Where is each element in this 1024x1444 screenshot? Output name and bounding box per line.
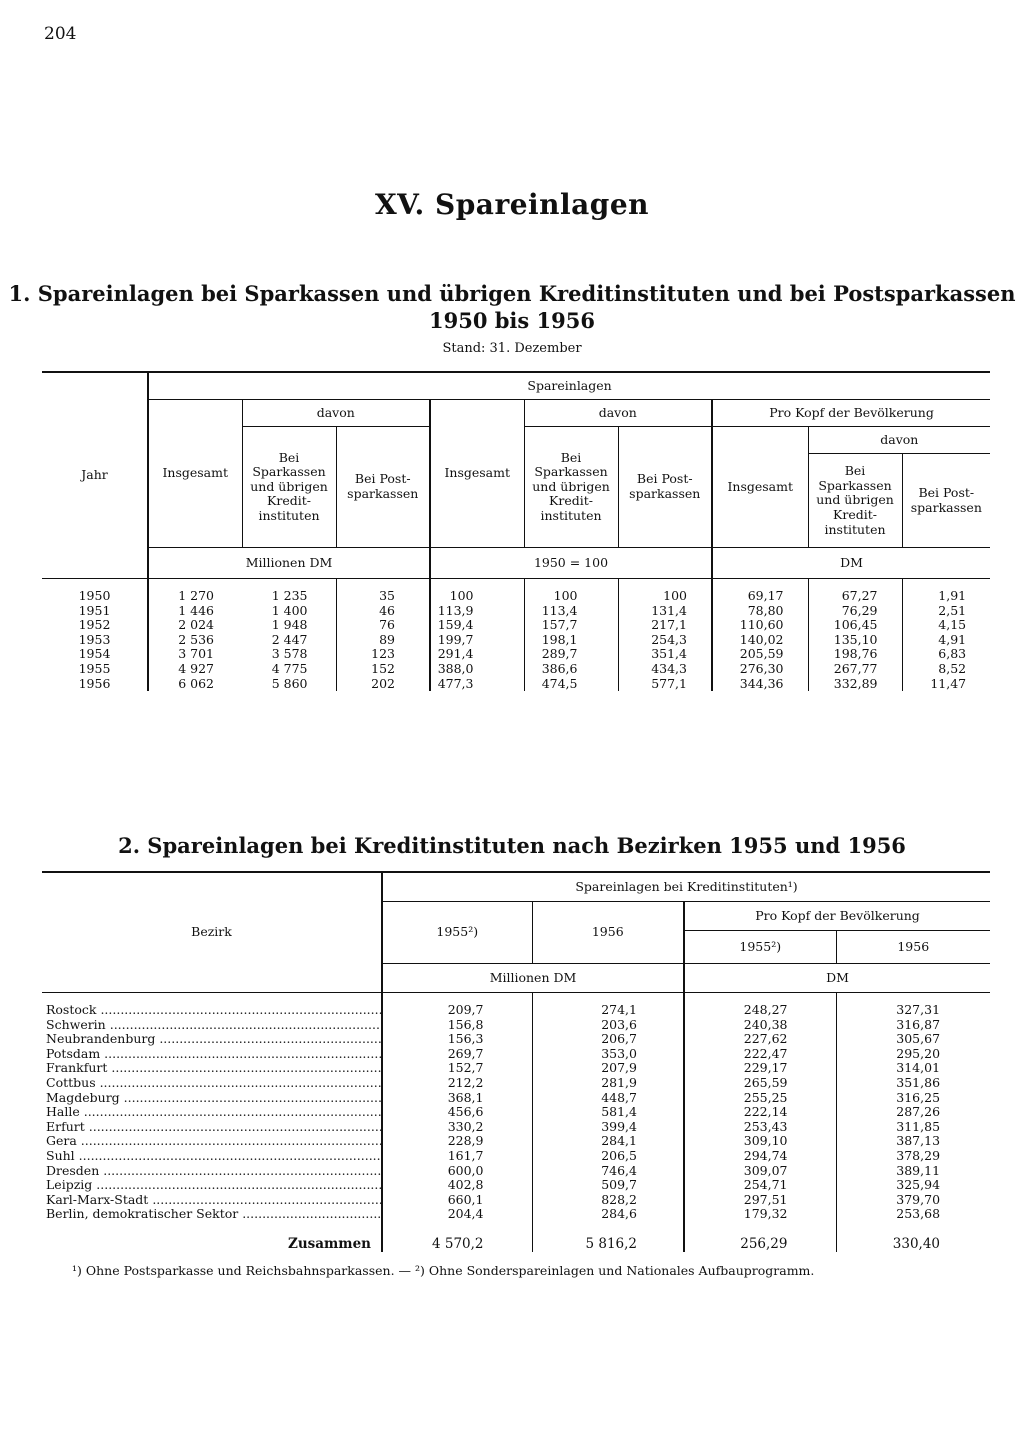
value-cell: 828,2 bbox=[532, 1193, 684, 1208]
value-cell: 265,59 bbox=[684, 1076, 836, 1091]
bezirk-name bbox=[42, 1091, 382, 1106]
value-cell: 1 270 bbox=[178, 588, 214, 603]
leader-dots bbox=[120, 1091, 382, 1105]
value-cell: 248,27 bbox=[684, 1003, 836, 1018]
value-cell: 255,25 bbox=[684, 1091, 836, 1106]
leader-dots bbox=[107, 1061, 382, 1075]
bezirk-label: Cottbus bbox=[46, 1075, 96, 1090]
leader-dots bbox=[85, 1120, 382, 1134]
value-cell: 204,4 bbox=[382, 1207, 532, 1222]
footnote: ¹) Ohne Postsparkasse und Reichsbahnsparkassen. — ²) Ohne Sonderspareinlagen und Nationales Aufbauprogramm. bbox=[72, 1263, 815, 1278]
col-1956-dm: 1956 bbox=[836, 931, 990, 964]
value-cell: 311,85 bbox=[896, 1118, 941, 1134]
value-cell: 297,51 bbox=[684, 1193, 836, 1208]
value-cell: 253,43 bbox=[684, 1120, 836, 1135]
value-cell: 205,59 bbox=[712, 647, 808, 662]
col-1955-mio: 1955²) bbox=[382, 902, 532, 964]
page-number: 204 bbox=[44, 24, 77, 44]
table1-title: 1. Spareinlagen bei Sparkassen und übrigen Kreditinstituten und bei Postsparkassen bbox=[8, 281, 1016, 306]
bezirk-name bbox=[42, 1018, 382, 1033]
value-cell: 399,4 bbox=[532, 1120, 684, 1135]
value-cell: 291,4 bbox=[430, 647, 524, 662]
value-cell: 388,0 bbox=[430, 662, 524, 677]
table1-stand: Stand: 31. Dezember bbox=[442, 341, 582, 356]
table-row bbox=[42, 1207, 990, 1222]
unit-index: 1950 = 100 bbox=[430, 548, 712, 579]
unit-dm-2: DM bbox=[684, 964, 990, 993]
value-cell: 402,8 bbox=[382, 1178, 532, 1193]
table-row bbox=[42, 589, 990, 604]
value-cell: 209,7 bbox=[382, 1003, 532, 1018]
value-cell: 746,4 bbox=[532, 1164, 684, 1179]
col-1955-dm: 1955²) bbox=[684, 931, 836, 964]
value-cell: 222,47 bbox=[684, 1047, 836, 1062]
leader-dots bbox=[96, 1003, 382, 1017]
table-row bbox=[42, 1193, 990, 1208]
chapter-title: XV. Spareinlagen bbox=[374, 188, 650, 221]
unit-dm: DM bbox=[712, 548, 990, 579]
table-row bbox=[42, 1003, 990, 1018]
col-bei-post-dm: Bei Post- sparkassen bbox=[902, 454, 990, 548]
value-cell: 3 701 bbox=[178, 646, 214, 662]
value-cell: 8,52 bbox=[938, 660, 967, 676]
bezirk-label: Potsdam bbox=[46, 1046, 101, 1061]
value-cell: 387,13 bbox=[896, 1133, 941, 1149]
value-cell: 1,91 bbox=[938, 588, 967, 603]
value-cell: 256,29 bbox=[684, 1222, 836, 1252]
value-cell: 274,1 bbox=[532, 1003, 684, 1018]
value-cell: 179,32 bbox=[684, 1207, 836, 1222]
value-cell: 113,9 bbox=[430, 604, 524, 619]
header-spareinlagen: Spareinlagen bbox=[148, 372, 990, 400]
header-davon-index: davon bbox=[524, 400, 712, 427]
value-cell: 198,1 bbox=[524, 633, 618, 648]
bezirk-label: Erfurt bbox=[46, 1119, 85, 1134]
value-cell: 76,29 bbox=[808, 604, 902, 619]
bezirk-label: Halle bbox=[46, 1105, 80, 1120]
table-row bbox=[42, 604, 990, 619]
value-cell: 2 024 bbox=[178, 617, 214, 633]
table2-title: 2. Spareinlagen bei Kreditinstituten nach Bezirken 1955 und 1956 bbox=[118, 833, 906, 858]
table1-title-years: 1950 bis 1956 bbox=[428, 308, 595, 333]
value-cell: 351,86 bbox=[896, 1074, 941, 1090]
header-pro-kopf: Pro Kopf der Bevölkerung bbox=[712, 400, 990, 427]
table-row bbox=[42, 1076, 990, 1091]
value-cell: 600,0 bbox=[382, 1164, 532, 1179]
value-cell: 6,83 bbox=[938, 646, 967, 662]
value-cell: 78,80 bbox=[712, 604, 808, 619]
value-cell: 281,9 bbox=[532, 1076, 684, 1091]
value-cell: 353,0 bbox=[532, 1047, 684, 1062]
value-cell: 344,36 bbox=[712, 677, 808, 692]
value-cell: 330,2 bbox=[382, 1120, 532, 1135]
table-row bbox=[42, 1164, 990, 1179]
value-cell: 110,60 bbox=[712, 618, 808, 633]
value-cell: 229,17 bbox=[684, 1061, 836, 1076]
value-cell: 240,38 bbox=[684, 1018, 836, 1033]
value-cell: 577,1 bbox=[618, 677, 712, 692]
value-cell: 228,9 bbox=[382, 1134, 532, 1149]
value-cell: 217,1 bbox=[618, 618, 712, 633]
table-row bbox=[42, 1178, 990, 1193]
table-row bbox=[42, 677, 990, 692]
value-cell: 309,07 bbox=[684, 1164, 836, 1179]
value-cell: 198,76 bbox=[808, 647, 902, 662]
leader-dots bbox=[92, 1178, 382, 1192]
value-cell: 254,3 bbox=[618, 633, 712, 648]
value-cell: 351,4 bbox=[618, 647, 712, 662]
value-cell: 474,5 bbox=[524, 677, 618, 692]
value-cell: 305,67 bbox=[896, 1031, 941, 1047]
leader-dots bbox=[155, 1032, 382, 1046]
col-bei-sparkassen-mio: Bei Sparkassen und übrigen Kredit- instituten bbox=[242, 427, 336, 548]
table-row bbox=[42, 1120, 990, 1135]
value-cell: 212,2 bbox=[382, 1076, 532, 1091]
bezirk-label: Suhl bbox=[46, 1148, 75, 1163]
table2 bbox=[42, 871, 990, 1252]
value-cell: 2 447 bbox=[242, 633, 336, 648]
table-row bbox=[42, 1018, 990, 1033]
value-cell: 69,17 bbox=[712, 589, 808, 604]
value-cell: 4,15 bbox=[938, 617, 967, 633]
value-cell: 140,02 bbox=[712, 633, 808, 648]
col-bezirk: Bezirk bbox=[42, 872, 382, 993]
value-cell: 206,7 bbox=[532, 1032, 684, 1047]
value-cell: 4 570,2 bbox=[382, 1222, 532, 1252]
value-cell: 284,1 bbox=[532, 1134, 684, 1149]
value-cell: 386,6 bbox=[524, 662, 618, 677]
leader-dots bbox=[148, 1193, 382, 1207]
value-cell: 284,6 bbox=[532, 1207, 684, 1222]
total-row bbox=[42, 1222, 990, 1252]
unit-mio-dm: Millionen DM bbox=[148, 548, 430, 579]
value-cell: 67,27 bbox=[808, 589, 902, 604]
bezirk-name bbox=[42, 1207, 382, 1222]
value-cell: 2,51 bbox=[938, 602, 967, 618]
leader-dots bbox=[99, 1164, 382, 1178]
bezirk-name bbox=[42, 1061, 382, 1076]
value-cell: 581,4 bbox=[532, 1105, 684, 1120]
value-cell: 100 bbox=[618, 589, 712, 604]
header-davon-dm: davon bbox=[808, 427, 990, 454]
table-row bbox=[42, 1061, 990, 1076]
value-cell: 156,3 bbox=[382, 1032, 532, 1047]
bezirk-name bbox=[42, 1032, 382, 1047]
col-1956-mio: 1956 bbox=[532, 902, 684, 964]
value-cell: 100 bbox=[430, 589, 524, 604]
header-pro-kopf-2: Pro Kopf der Bevölkerung bbox=[684, 902, 990, 931]
value-cell: 325,94 bbox=[896, 1177, 941, 1193]
value-cell: 327,31 bbox=[896, 1002, 941, 1017]
value-cell: 254,71 bbox=[684, 1178, 836, 1193]
value-cell: 76 bbox=[336, 618, 430, 633]
bezirk-name bbox=[42, 1134, 382, 1149]
value-cell: 5 816,2 bbox=[532, 1222, 684, 1252]
leader-dots bbox=[100, 1047, 382, 1061]
leader-dots bbox=[80, 1105, 382, 1119]
value-cell: 89 bbox=[336, 633, 430, 648]
value-cell: 199,7 bbox=[430, 633, 524, 648]
bezirk-label: Dresden bbox=[46, 1163, 100, 1178]
leader-dots bbox=[77, 1134, 382, 1148]
bezirk-name bbox=[42, 1076, 382, 1091]
value-cell: 46 bbox=[336, 604, 430, 619]
value-cell: 207,9 bbox=[532, 1061, 684, 1076]
value-cell: 379,70 bbox=[896, 1191, 941, 1207]
year-cell: 1953 bbox=[42, 633, 148, 648]
value-cell: 287,26 bbox=[896, 1104, 941, 1120]
leader-dots bbox=[75, 1149, 382, 1163]
value-cell: 289,7 bbox=[524, 647, 618, 662]
table-row bbox=[42, 1091, 990, 1106]
bezirk-name bbox=[42, 1003, 382, 1018]
value-cell: 448,7 bbox=[532, 1091, 684, 1106]
year-cell: 1950 bbox=[42, 589, 148, 604]
value-cell: 161,7 bbox=[382, 1149, 532, 1164]
unit-mio-dm-2: Millionen DM bbox=[382, 964, 684, 993]
table-row bbox=[42, 662, 990, 677]
table-row bbox=[42, 1032, 990, 1047]
table-row bbox=[42, 633, 990, 648]
year-cell: 1952 bbox=[42, 618, 148, 633]
year-cell: 1955 bbox=[42, 662, 148, 677]
value-cell: 1 235 bbox=[242, 589, 336, 604]
value-cell: 123 bbox=[336, 647, 430, 662]
header-spareinlagen-kredit: Spareinlagen bei Kreditinstituten¹) bbox=[382, 872, 990, 902]
value-cell: 316,25 bbox=[896, 1089, 941, 1105]
value-cell: 135,10 bbox=[808, 633, 902, 648]
table-row bbox=[42, 1134, 990, 1149]
value-cell: 276,30 bbox=[712, 662, 808, 677]
value-cell: 294,74 bbox=[684, 1149, 836, 1164]
value-cell: 378,29 bbox=[896, 1147, 941, 1163]
value-cell: 152,7 bbox=[382, 1061, 532, 1076]
col-insgesamt-index: Insgesamt bbox=[430, 400, 524, 548]
value-cell: 206,5 bbox=[532, 1149, 684, 1164]
value-cell: 434,3 bbox=[618, 662, 712, 677]
leader-dots bbox=[96, 1076, 382, 1090]
value-cell: 4 775 bbox=[242, 662, 336, 677]
bezirk-label: Neubrandenburg bbox=[46, 1032, 156, 1047]
year-cell: 1956 bbox=[42, 677, 148, 692]
bezirk-label: Frankfurt bbox=[46, 1061, 108, 1076]
table1 bbox=[42, 371, 990, 691]
value-cell: 4,91 bbox=[938, 631, 967, 647]
value-cell: 3 578 bbox=[242, 647, 336, 662]
value-cell: 152 bbox=[336, 662, 430, 677]
bezirk-label: Rostock bbox=[46, 1003, 97, 1017]
value-cell: 203,6 bbox=[532, 1018, 684, 1033]
value-cell: 4 927 bbox=[178, 660, 214, 676]
bezirk-name bbox=[42, 1120, 382, 1135]
value-cell: 159,4 bbox=[430, 618, 524, 633]
value-cell: 222,14 bbox=[684, 1105, 836, 1120]
bezirk-name bbox=[42, 1047, 382, 1062]
value-cell: 269,7 bbox=[382, 1047, 532, 1062]
table-row bbox=[42, 1149, 990, 1164]
value-cell: 368,1 bbox=[382, 1091, 532, 1106]
col-bei-sparkassen-index: Bei Sparkassen und übrigen Kredit- instituten bbox=[524, 427, 618, 548]
col-insgesamt-mio: Insgesamt bbox=[148, 400, 242, 548]
year-cell: 1954 bbox=[42, 647, 148, 662]
value-cell: 227,62 bbox=[684, 1032, 836, 1047]
value-cell: 316,87 bbox=[896, 1016, 941, 1032]
value-cell: 456,6 bbox=[382, 1105, 532, 1120]
col-insgesamt-dm: Insgesamt bbox=[712, 427, 808, 548]
value-cell: 477,3 bbox=[430, 677, 524, 692]
table-row bbox=[42, 618, 990, 633]
value-cell: 309,10 bbox=[684, 1134, 836, 1149]
value-cell: 1 400 bbox=[242, 604, 336, 619]
year-cell: 1951 bbox=[42, 604, 148, 619]
col-bei-post-mio: Bei Post- sparkassen bbox=[336, 427, 430, 548]
value-cell: 5 860 bbox=[242, 677, 336, 692]
bezirk-label: Gera bbox=[46, 1134, 77, 1149]
bezirk-label: Karl-Marx-Stadt bbox=[46, 1192, 149, 1207]
value-cell: 660,1 bbox=[382, 1193, 532, 1208]
leader-dots bbox=[238, 1207, 382, 1221]
leader-dots bbox=[106, 1018, 382, 1032]
bezirk-name bbox=[42, 1149, 382, 1164]
value-cell: 389,11 bbox=[896, 1162, 941, 1178]
table-row bbox=[42, 1047, 990, 1062]
col-bei-sparkassen-dm: Bei Sparkassen und übrigen Kredit- instituten bbox=[808, 454, 902, 548]
bezirk-label: Berlin, demokratischer Sektor bbox=[46, 1207, 239, 1222]
value-cell: 131,4 bbox=[618, 604, 712, 619]
value-cell: 157,7 bbox=[524, 618, 618, 633]
bezirk-label: Schwerin bbox=[46, 1017, 106, 1032]
bezirk-label: Magdeburg bbox=[46, 1090, 120, 1105]
value-cell: 106,45 bbox=[808, 618, 902, 633]
header-davon-mio: davon bbox=[242, 400, 430, 427]
value-cell: 35 bbox=[336, 589, 430, 604]
col-jahr: Jahr bbox=[42, 372, 148, 579]
value-cell: 253,68 bbox=[896, 1206, 941, 1222]
bezirk-name bbox=[42, 1164, 382, 1179]
value-cell: 113,4 bbox=[524, 604, 618, 619]
bezirk-label: Leipzig bbox=[46, 1178, 93, 1193]
value-cell: 1 446 bbox=[178, 602, 214, 618]
value-cell: 1 948 bbox=[242, 618, 336, 633]
table-row bbox=[42, 647, 990, 662]
value-cell: 11,47 bbox=[930, 675, 967, 691]
value-cell: 156,8 bbox=[382, 1018, 532, 1033]
value-cell: 267,77 bbox=[808, 662, 902, 677]
value-cell: 100 bbox=[524, 589, 618, 604]
value-cell: 6 062 bbox=[178, 675, 214, 691]
bezirk-name bbox=[42, 1105, 382, 1120]
value-cell: 314,01 bbox=[896, 1060, 941, 1076]
table-row bbox=[42, 1105, 990, 1120]
value-cell: 332,89 bbox=[808, 677, 902, 692]
total-label: Zusammen bbox=[42, 1222, 382, 1252]
bezirk-name bbox=[42, 1193, 382, 1208]
value-cell: 2 536 bbox=[178, 631, 214, 647]
value-cell: 330,40 bbox=[892, 1236, 941, 1253]
col-bei-post-index: Bei Post- sparkassen bbox=[618, 427, 712, 548]
bezirk-name bbox=[42, 1178, 382, 1193]
value-cell: 509,7 bbox=[532, 1178, 684, 1193]
value-cell: 295,20 bbox=[896, 1045, 941, 1061]
value-cell: 202 bbox=[336, 677, 430, 692]
